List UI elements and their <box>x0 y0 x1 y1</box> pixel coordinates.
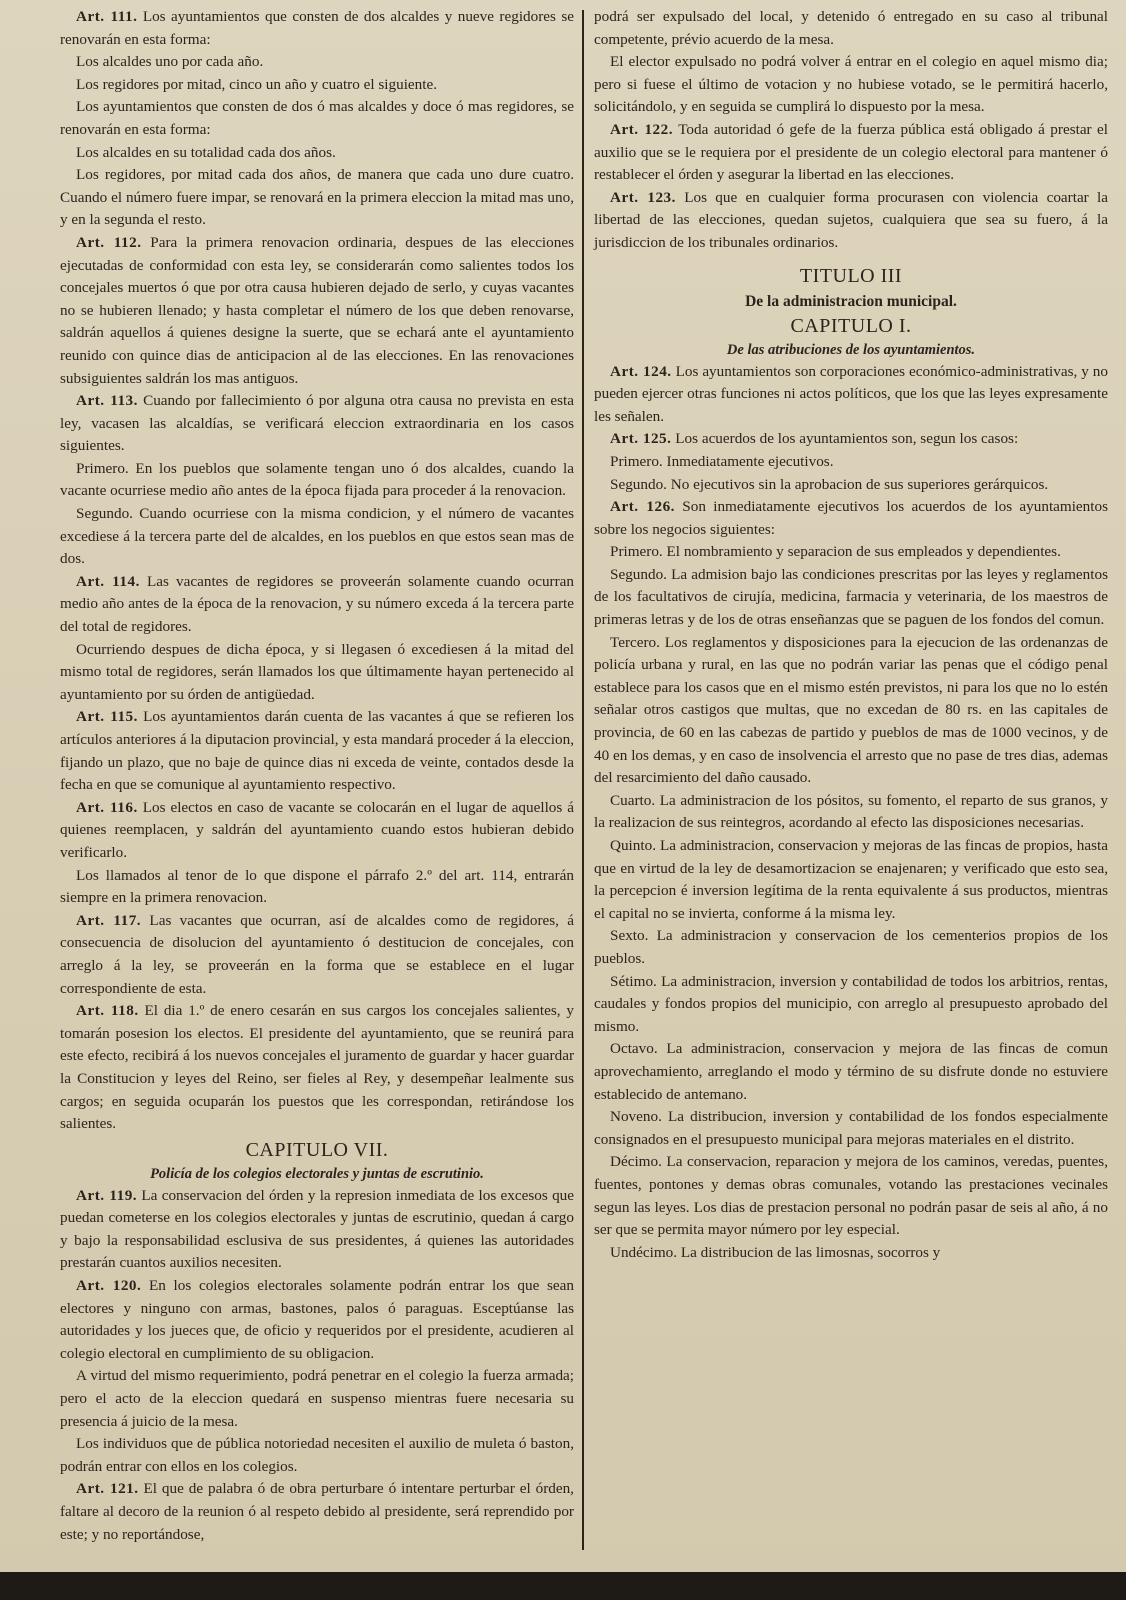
article-text: podrá ser expulsado del local, y detenido ó entregado en su caso al tribunal competente, prévio acuerdo de la mesa. <box>594 8 1108 48</box>
article-text: Noveno. La distribucion, inversion y contabilidad de los fondos especialmente consignados en el presupuesto municipal para mejoras materiales en el distrito. <box>594 1108 1108 1148</box>
article-number: Art. 111. <box>76 8 138 25</box>
article-text: Los ayuntamientos que consten de dos ó mas alcaldes y doce ó mas regidores, se renovarán en esta forma: <box>60 98 574 138</box>
article-text: Los electos en caso de vacante se colocarán en el lugar de aquellos á quienes reemplacen, y saldrán del ayuntamiento cuando estos hubieran debido verificarlo. <box>60 798 575 861</box>
article-paragraph <box>594 1038 1108 1106</box>
article-text: Toda autoridad ó gefe de la fuerza pública está obligado á prestar el auxilio que se le requiera por el presidente de un colegio electoral para mantener ó restablecer el órden y asegurar la libertad en las elecciones. <box>594 120 1108 184</box>
article-paragraph <box>594 564 1108 632</box>
right-articles-block-2 <box>594 361 1108 1265</box>
article-text: La conservacion del órden y la represion inmediata de los excesos que puedan cometerse en los colegios electorales y juntas de escrutinio, quedan á cargo y bajo la responsabilidad esclusiva de sus presidentes, á quienes las autoridades prestarán cuantos auxilios necesiten. <box>60 1186 574 1272</box>
article-number: Art. 116. <box>76 798 138 816</box>
article-paragraph <box>60 142 574 165</box>
chapter-i-subtitle: De las atribuciones de los ayuntamientos. <box>726 341 976 358</box>
article-text: Primero. En los pueblos que solamente tengan uno ó dos alcaldes, cuando la vacante ocurriese medio año antes de la época fijada para proceder á la renovacion. <box>60 459 574 500</box>
article-paragraph <box>60 96 574 141</box>
article-text: Los regidores, por mitad cada dos años, de manera que cada uno dure cuatro. Cuando el número fuere impar, se renovará en la primera eleccion la mitad mas uno, y en la segunda el resto. <box>60 166 574 229</box>
article-text: Los acuerdos de los ayuntamientos son, segun los casos: <box>675 430 1019 448</box>
article-number: Art. 125. <box>610 430 672 448</box>
article-number: Art. 121. <box>76 1480 139 1498</box>
article-paragraph <box>594 474 1108 497</box>
article-number: Art. 113. <box>76 392 138 410</box>
article-text: Tercero. Los reglamentos y disposiciones para la ejecucion de las ordenanzas de policía urbana y rural, en las que no podrán variar las penas que el código penal establece para los casos que en el mismo estén previstos, ni para los que no lo estén señalar otros castigos que multas, que no excedan de 80 rs. en las capitales de provincia, de 60 en las cabezas de partido y pueblos de mas de 1000 vecinos, y de 40 en los demas, y en caso de insolvencia el arresto que no pase de tres dias, ademas del resarcimiento del daño causado. <box>594 633 1108 787</box>
article-text: Sexto. La administracion y conservacion de los cementerios propios de los pueblos. <box>594 927 1108 967</box>
chapter-i-heading: CAPITULO I. <box>790 314 912 337</box>
article-paragraph <box>594 971 1108 1039</box>
article-number: Art. 122. <box>610 120 674 138</box>
article-paragraph <box>594 541 1108 564</box>
right-articles-block-1 <box>594 6 1108 255</box>
article-number: Art. 115. <box>76 708 138 726</box>
article-number: Art. 120. <box>76 1277 142 1295</box>
right-column <box>584 6 1108 1578</box>
article-text: Décimo. La conservacion, reparacion y mejora de los caminos, veredas, puentes, fuentes, pontones y demas obras comunales, votando las prestaciones vecinales segun las leyes. Los dias de prestacion personal no podrán pasar de seis al año, á no ser que se permita mayor número por ley especial. <box>594 1153 1108 1239</box>
article-paragraph <box>60 51 574 74</box>
article-paragraph <box>594 119 1108 187</box>
article-paragraph <box>594 187 1108 255</box>
article-paragraph <box>594 632 1108 790</box>
article-paragraph <box>60 6 574 51</box>
article-text: Cuando por fallecimiento ó por alguna otra causa no prevista en esta ley, vacasen las alcaldías, se verificará eleccion extraordinaria en los casos siguientes. <box>60 392 575 455</box>
article-paragraph <box>60 910 574 1000</box>
article-paragraph <box>60 164 574 232</box>
article-number: Art. 114. <box>76 572 140 590</box>
article-paragraph <box>60 1365 574 1433</box>
article-paragraph <box>594 361 1108 429</box>
article-text: El elector expulsado no podrá volver á entrar en el colegio en aquel mismo dia; pero si fuese el último de votacion y no hubiese votado, se le permitirá hacerlo, solicitándolo, y en seguida se cumplirá lo dispuesto por la mesa. <box>594 53 1108 116</box>
article-text: Los ayuntamientos que consten de dos alcaldes y nueve regidores se renovarán en esta forma: <box>60 8 574 48</box>
article-paragraph <box>60 865 574 910</box>
titulo-iii-heading: TITULO III <box>799 264 903 287</box>
article-text: En los colegios electorales solamente podrán entrar los que sean electores y ninguno con armas, bastones, palos ó paraguas. Esceptúanse las autoridades y los jueces que, de oficio y requeridos por el presidente, acudieren al colegio electoral en cumplimiento de su obligacion. <box>60 1277 575 1362</box>
article-text: El dia 1.º de enero cesarán en sus cargos los concejales salientes, y tomarán posesion los electos. El presidente del ayuntamiento, que se reunirá para este efecto, recibirá á los nuevos concejales el juramento de guardar y hacer guardar la Constitucion y leyes del Reino, ser fieles al Rey, y desempeñar lealmente sus cargos; en seguida ocuparán los puestos que les correspondan, retirándose los salientes. <box>60 1002 574 1133</box>
left-column <box>60 6 582 1578</box>
article-text: Los llamados al tenor de lo que dispone el párrafo 2.º del art. 114, entrarán siempre en la primera renovacion. <box>60 866 574 907</box>
article-paragraph <box>60 503 574 571</box>
chapter-vii-heading: CAPITULO VII. <box>245 1138 389 1161</box>
article-text: Los alcaldes en su totalidad cada dos años. <box>76 143 336 161</box>
article-text: Primero. Inmediatamente ejecutivos. <box>610 452 834 470</box>
article-text: Segundo. Cuando ocurriese con la misma condicion, y el número de vacantes excediese á la tercera parte del de alcaldes, en los pueblos en que estos sean mas de dos. <box>60 505 574 568</box>
article-paragraph <box>594 496 1108 541</box>
article-paragraph <box>594 835 1108 925</box>
article-paragraph <box>60 639 574 707</box>
page-bottom-edge <box>0 1572 1126 1600</box>
columns <box>60 6 1108 1578</box>
article-text: Primero. El nombramiento y separacion de sus empleados y dependientes. <box>610 543 1061 561</box>
titulo-iii-subtitle: De la administracion municipal. <box>745 292 957 310</box>
article-number: Art. 119. <box>76 1186 138 1204</box>
article-text: Sétimo. La administracion, inversion y contabilidad de todos los arbitrios, rentas, caudales y fondos propios del municipio, con arreglo al presupuesto aprobado del mismo. <box>594 972 1108 1035</box>
article-number: Art. 126. <box>610 498 675 516</box>
article-number: Art. 123. <box>610 188 676 206</box>
article-text: El que de palabra ó de obra perturbare ó intentare perturbar el órden, faltare al decoro de la reunion ó al respeto debido al presidente, será reprendido por este; y no reportándose, <box>60 1480 574 1543</box>
article-text: Las vacantes de regidores se proveerán solamente cuando ocurran medio año antes de la época de la renovacion, y su número exceda á la tercera parte del total de regidores. <box>60 572 575 636</box>
article-number: Art. 124. <box>610 362 672 380</box>
article-text: Ocurriendo despues de dicha época, y si llegasen ó excediesen á la mitad del mismo total de regidores, serán llamados los que últimamente hayan pertenecido al ayuntamiento por su órden de antigüedad. <box>60 640 574 703</box>
article-paragraph <box>594 51 1108 119</box>
article-text: A virtud del mismo requerimiento, podrá penetrar en el colegio la fuerza armada; pero el acto de la eleccion quedará en suspenso mientras fuere necesaria su presencia á juicio de la mesa. <box>60 1367 574 1430</box>
article-paragraph <box>594 1106 1108 1151</box>
article-text: Los ayuntamientos darán cuenta de las vacantes á que se refieren los artículos anteriores á la diputacion provincial, y esta mandará proceder á la eleccion, fijando un plazo, que no baje de quince dias ni exceda de veinte, contados desde la fecha en que se comunique al ayuntamiento respectivo. <box>60 708 574 794</box>
article-paragraph <box>60 1000 574 1136</box>
article-paragraph <box>594 451 1108 474</box>
article-paragraph <box>60 1185 574 1275</box>
article-paragraph <box>594 6 1108 51</box>
article-text: Para la primera renovacion ordinaria, despues de las elecciones ejecutadas de conformidad con esta ley, se considerarán como salientes todos los concejales muertos ó que por otra causa hubieren dejado de serlo, y cuyas vacantes no se hubieren llenado; y hasta completar el número de los que deben renovarse, saldrán aquellos á quienes designe la suerte, que se echará ante el ayuntamiento reunido con quince dias de anticipacion al de las elecciones. En las renovaciones subsiguientes saldrán los mas antiguos. <box>60 233 574 387</box>
article-text: Segundo. No ejecutivos sin la aprobacion de sus superiores gerárquicos. <box>610 475 1049 493</box>
article-text: Undécimo. La distribucion de las limosnas, socorros y <box>610 1243 941 1261</box>
article-paragraph <box>594 790 1108 835</box>
article-text: Los regidores por mitad, cinco un año y cuatro el siguiente. <box>76 75 438 93</box>
article-paragraph <box>594 1242 1108 1265</box>
article-text: Quinto. La administracion, conservacion y mejoras de las fincas de propios, hasta que en virtud de la ley de desamortizacion se enajenaren; y verificado que esto sea, la percepcion é inversion legítima de la renta equivalente á sus productos, mientras el capital no se invierta, conforme á la misma ley. <box>594 837 1108 922</box>
article-text: Las vacantes que ocurran, así de alcaldes como de regidores, á consecuencia de disolucion del ayuntamiento ó destitucion de concejales, con arreglo á la ley, se proveerán en la forma que se establece en el lugar correspondiente de esta. <box>60 911 574 997</box>
article-paragraph <box>60 571 574 639</box>
article-paragraph <box>60 74 574 97</box>
article-paragraph <box>594 1151 1108 1241</box>
article-number: Art. 112. <box>76 233 142 251</box>
article-text: Son inmediatamente ejecutivos los acuerdos de los ayuntamientos sobre los negocios siguientes: <box>594 498 1108 538</box>
article-number: Art. 117. <box>76 911 142 929</box>
article-text: Segundo. La admision bajo las condiciones prescritas por las leyes y reglamentos de los facultativos de cirujía, medicina, farmacia y veterinaria, de los maestros de primeras letras y de los de otras enseñanzas que se paguen de los fondos del comun. <box>594 565 1108 629</box>
article-text: Los alcaldes uno por cada año. <box>76 53 264 71</box>
article-text: Octavo. La administracion, conservacion y mejora de las fincas de comun aprovechamiento, arreglando el modo y término de su disfrute donde no estuviere establecido de antemano. <box>594 1040 1108 1103</box>
article-paragraph <box>60 706 574 796</box>
left-articles-block-1 <box>60 6 574 1136</box>
article-paragraph <box>60 232 574 390</box>
article-text: Los individuos que de pública notoriedad necesiten el auxilio de muleta ó baston, podrán entrar con ellos en los colegios. <box>60 1435 574 1475</box>
article-text: Los que en cualquier forma procurasen con violencia coartar la libertad de las elecciones, quedan sujetos, cualquiera que sea su fuero, á la jurisdiccion de los tribunales ordinarios. <box>594 188 1108 251</box>
chapter-vii-subtitle: Policía de los colegios electorales y juntas de escrutinio. <box>150 1165 484 1182</box>
article-paragraph <box>594 925 1108 970</box>
article-paragraph <box>60 1478 574 1546</box>
article-text: Cuarto. La administracion de los pósitos, su fomento, el reparto de sus granos, y la realizacion de sus reintegros, acordando al efecto las disposiciones necesarias. <box>594 791 1108 832</box>
article-paragraph <box>60 390 574 458</box>
article-text: Los ayuntamientos son corporaciones económico-administrativas, y no pueden ejercer otras funciones ni actos políticos, que los que las leyes expresamente les señalen. <box>594 362 1108 425</box>
article-paragraph <box>60 797 574 865</box>
article-number: Art. 118. <box>76 1002 139 1020</box>
article-paragraph <box>594 428 1108 451</box>
article-paragraph <box>60 458 574 503</box>
article-paragraph <box>60 1275 574 1365</box>
article-paragraph <box>60 1433 574 1478</box>
left-articles-block-2 <box>60 1185 574 1547</box>
